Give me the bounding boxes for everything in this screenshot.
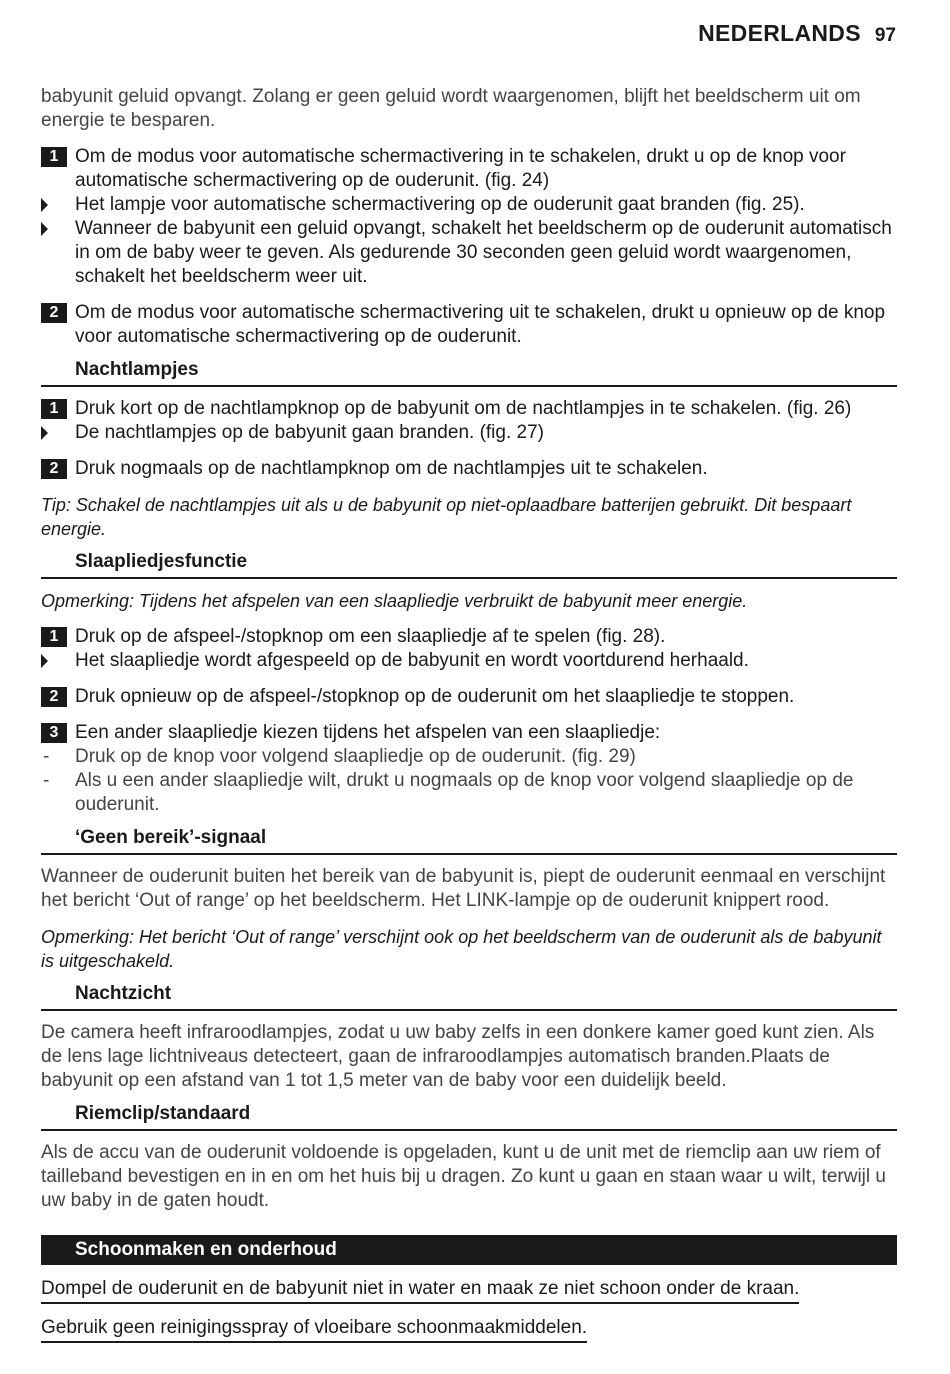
step-text: Om de modus voor automatische schermactivering in te schakelen, drukt u op de knop voor automatische schermactivering op de ouderunit. (fig. 24)	[75, 146, 846, 191]
step-item	[41, 457, 897, 481]
body-paragraph: Wanneer de ouderunit buiten het bereik van de babyunit is, piept de ouderunit eenmaal en verschijnt het bericht ‘Out of range’ op het beeldscherm. Het LINK-lampje op de ouderunit knippert rood.	[41, 866, 886, 911]
bullet-item	[41, 421, 897, 445]
step-number-badge: 1	[41, 147, 67, 167]
step-text: Om de modus voor automatische schermactivering uit te schakelen, drukt u opnieuw op de knop voor automatische schermactivering op de ouderunit.	[75, 302, 886, 347]
step-number-badge: 2	[41, 459, 67, 479]
language-label: NEDERLANDS	[698, 20, 861, 46]
step-number-badge: 1	[41, 399, 67, 419]
page-content	[41, 85, 897, 1343]
step-text: Een ander slaapliedje kiezen tijdens het afspelen van een slaapliedje:	[75, 722, 661, 743]
dash-marker: -	[43, 746, 50, 767]
body-paragraph: Als de accu van de ouderunit voldoende is opgeladen, kunt u de unit met de riemclip aan uw riem of tailleband bevestigen en in en om het huis bij u dragen. Zo kunt u gaan en staan waar u wilt, terwijl u uw baby in de gaten houdt.	[41, 1142, 886, 1211]
tip-text: Tip: Schakel de nachtlampjes uit als u de babyunit op niet-oplaadbare batterijen gebruikt. Dit bespaart energie.	[41, 495, 852, 539]
step-number-badge: 2	[41, 303, 67, 323]
bullet-item	[41, 193, 897, 217]
dash-item	[41, 769, 897, 817]
bullet-text: Het lampje voor automatische schermactivering op de ouderunit gaat branden (fig. 25).	[75, 194, 805, 215]
bullet-text: De nachtlampjes op de babyunit gaan branden. (fig. 27)	[75, 422, 544, 443]
bullet-text: Het slaapliedje wordt afgespeeld op de babyunit en wordt voortdurend herhaald.	[75, 650, 749, 671]
dash-text: Druk op de knop voor volgend slaapliedje op de ouderunit. (fig. 29)	[75, 746, 636, 767]
step-item	[41, 625, 897, 649]
bullet-text: Wanneer de babyunit een geluid opvangt, schakelt het beeldscherm op de ouderunit automatisch in om de baby weer te geven. Als gedurende 30 seconden geen geluid wordt waargenomen, schakelt het beeldscherm weer uit.	[75, 218, 892, 287]
warning-text: Dompel de ouderunit en de babyunit niet in water en maak ze niet schoon onder de kraan.	[41, 1277, 799, 1304]
section-heading-night-vision: Nachtzicht	[41, 981, 897, 1011]
bullet-icon	[41, 222, 48, 236]
step-item	[41, 397, 897, 421]
bullet-item	[41, 217, 897, 289]
intro-paragraph: babyunit geluid opvangt. Zolang er geen geluid wordt waargenomen, blijft het beeldscherm uit om energie te besparen.	[41, 86, 861, 131]
dash-marker: -	[43, 770, 50, 791]
bullet-item	[41, 649, 897, 673]
step-text: Druk op de afspeel-/stopknop om een slaapliedje af te spelen (fig. 28).	[75, 626, 666, 647]
section-heading-lullaby: Slaapliedjesfunctie	[41, 549, 897, 579]
section-heading-night-lights: Nachtlampjes	[41, 357, 897, 387]
dash-text: Als u een ander slaapliedje wilt, drukt u nogmaals op de knop voor volgend slaapliedje op de ouderunit.	[75, 770, 854, 815]
step-number-badge: 2	[41, 687, 67, 707]
section-heading-belt-clip: Riemclip/standaard	[41, 1101, 897, 1131]
step-item	[41, 301, 897, 349]
section-heading-out-of-range: ‘Geen bereik’-signaal	[41, 825, 897, 855]
page-number: 97	[874, 25, 896, 46]
step-item	[41, 145, 897, 193]
step-text: Druk nogmaals op de nachtlampknop om de nachtlampjes uit te schakelen.	[75, 458, 708, 479]
note-text: Opmerking: Tijdens het afspelen van een slaapliedje verbruikt de babyunit meer energie.	[41, 591, 748, 611]
step-text: Druk opnieuw op de afspeel-/stopknop op de ouderunit om het slaapliedje te stoppen.	[75, 686, 795, 707]
chapter-heading-cleaning: Schoonmaken en onderhoud	[41, 1235, 897, 1265]
bullet-icon	[41, 426, 48, 440]
warning-text: Gebruik geen reinigingsspray of vloeibare schoonmaakmiddelen.	[41, 1316, 587, 1343]
step-number-badge: 3	[41, 723, 67, 743]
bullet-icon	[41, 198, 48, 212]
page-header	[698, 20, 896, 47]
note-text: Opmerking: Het bericht ‘Out of range’ verschijnt ook op het beeldscherm van de ouderunit als de babyunit is uitgeschakeld.	[41, 927, 882, 971]
step-item	[41, 721, 897, 745]
step-text: Druk kort op de nachtlampknop op de babyunit om de nachtlampjes in te schakelen. (fig. 26)	[75, 398, 852, 419]
step-item	[41, 685, 897, 709]
body-paragraph: De camera heeft infraroodlampjes, zodat u uw baby zelfs in een donkere kamer goed kunt zien. Als de lens lage lichtniveaus detecteert, gaan de infraroodlampjes automatisch branden.Plaats de babyunit op een afstand van 1 tot 1,5 meter van de baby voor een duidelijk beeld.	[41, 1022, 875, 1091]
bullet-icon	[41, 654, 48, 668]
step-number-badge: 1	[41, 627, 67, 647]
dash-item	[41, 745, 897, 769]
